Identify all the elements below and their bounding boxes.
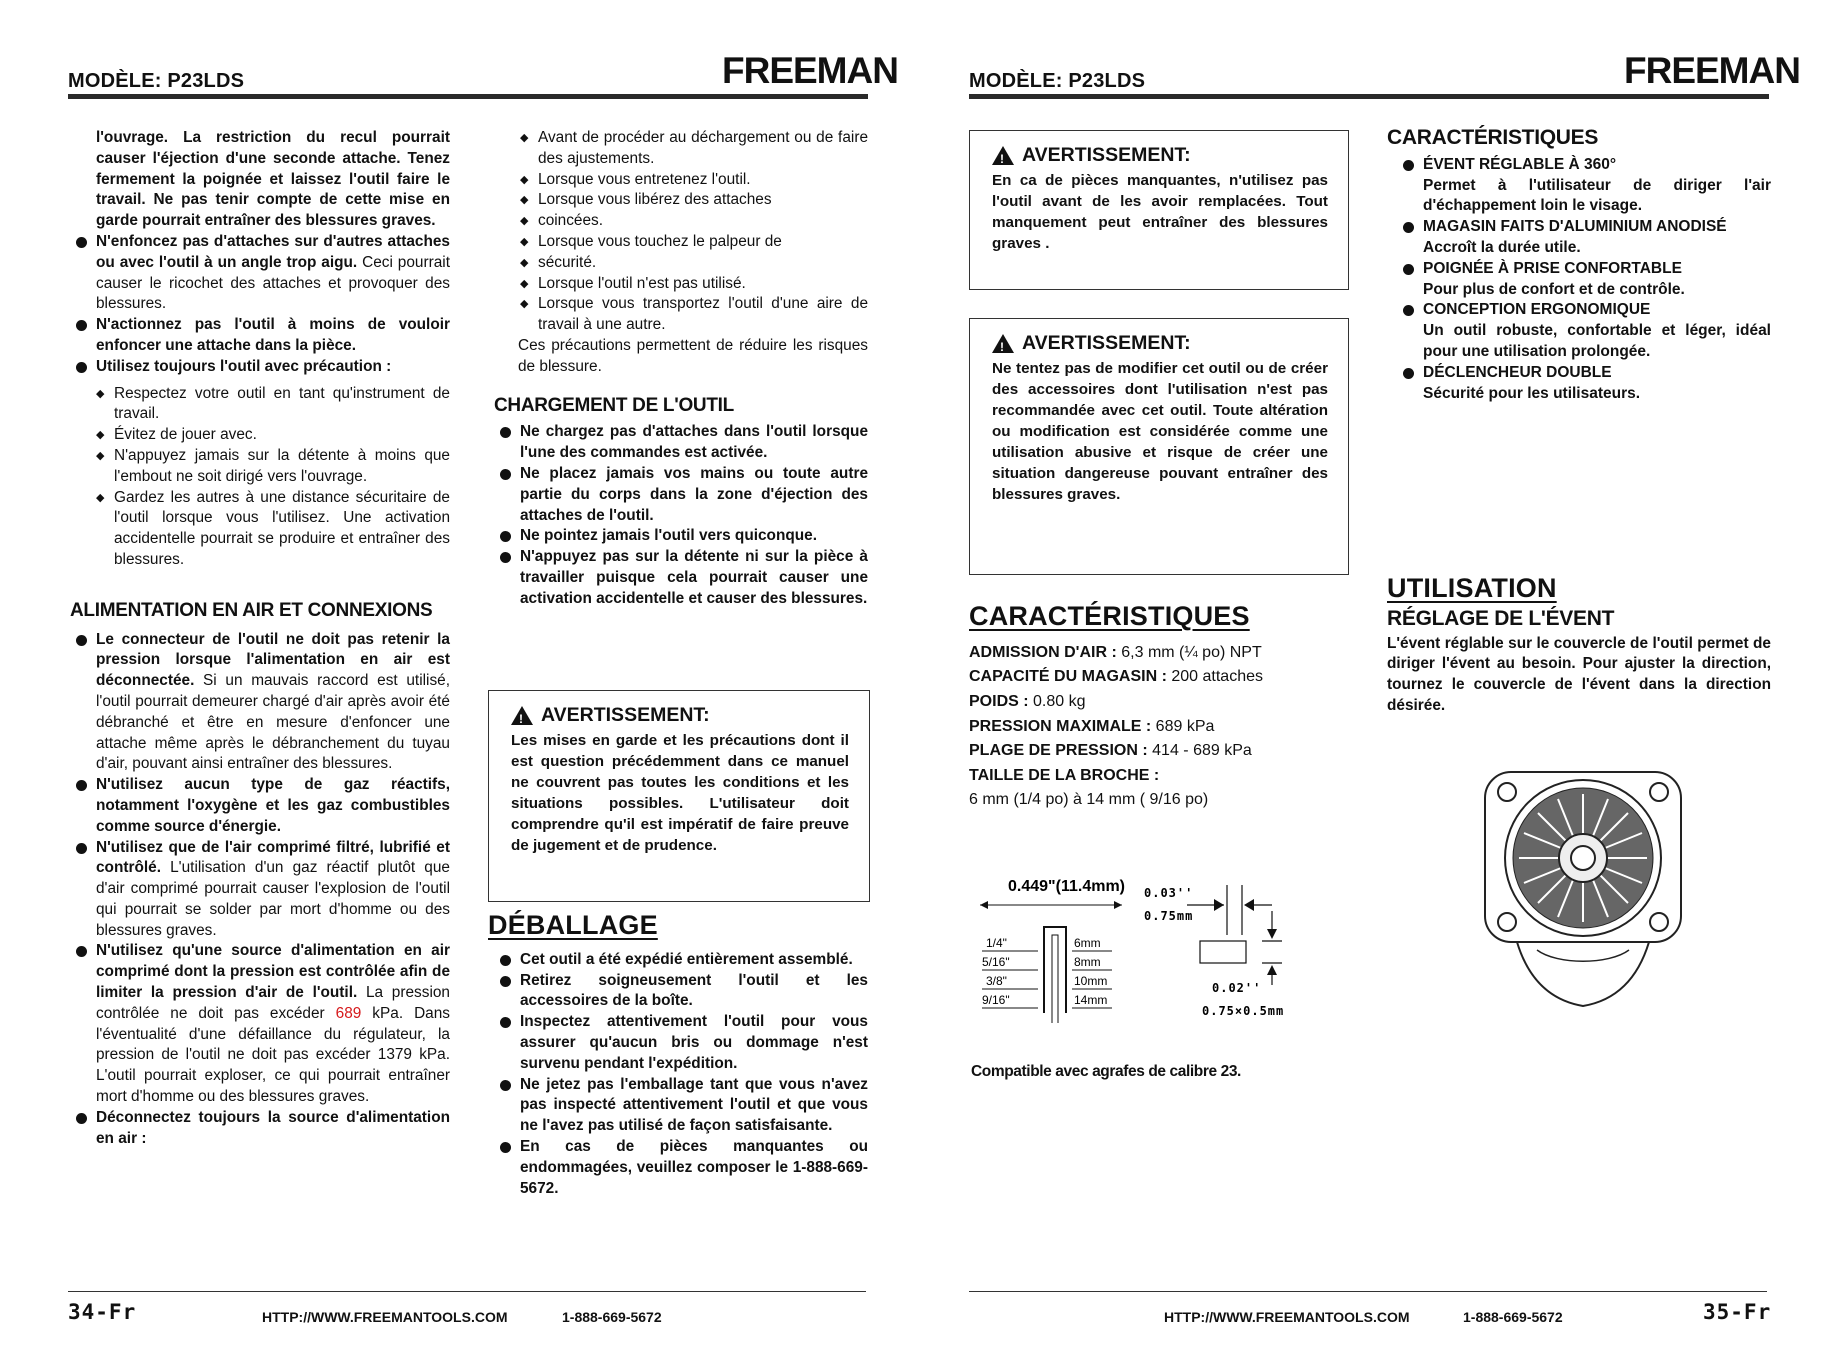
diamond-item: ◆ sécurité.: [518, 253, 868, 274]
feature-desc: Un outil robuste, confortable et léger, idéal pour une utilisation prolongée.: [1423, 322, 1771, 360]
spec-row: PRESSION MAXIMALE : 689 kPa: [969, 717, 1215, 735]
diamond-item: ◆ Lorsque l'outil n'est pas utilisé.: [518, 274, 868, 295]
left-column-1: [70, 128, 450, 1149]
feature-title: ÉVENT RÉGLABLE À 360°: [1397, 155, 1771, 176]
section-heading: CARACTÉRISTIQUES: [969, 601, 1250, 631]
left-column-2: [494, 128, 868, 610]
bullet-item: Utilisez toujours l'outil avec précaution :: [70, 357, 450, 378]
feature-title: DÉCLENCHEUR DOUBLE: [1397, 363, 1771, 384]
header-rule: [969, 94, 1769, 99]
freeman-logo: FREEMAN: [722, 50, 898, 91]
warning-title: AVERTISSEMENT:: [1022, 332, 1191, 354]
feature-title: CONCEPTION ERGONOMIQUE: [1397, 300, 1771, 321]
model-label: MODÈLE: P23LDS: [68, 70, 245, 92]
bullet-item: Ne chargez pas d'attaches dans l'outil lorsque l'une des commandes est activée.: [494, 422, 868, 464]
spec-row: PLAGE DE PRESSION : 414 - 689 kPa: [969, 742, 1252, 760]
section-heading: CARACTÉRISTIQUES: [1387, 126, 1599, 149]
bullet-item: N'enfoncez pas d'attaches sur d'autres attaches ou avec l'outil à un angle trop aigu. Ceci pourrait causer le ricochet des attaches et provoquer des blessures.: [70, 232, 450, 315]
feature-desc: Sécurité pour les utilisateurs.: [1423, 384, 1641, 402]
thickness-label: 0.02'': [1212, 981, 1262, 995]
bullet-item: N'utilisez que de l'air comprimé filtré, lubrifié et contrôlé. L'utilisation d'un gaz réactif plutôt que d'air comprimé pourrait causer l'explosion de l'outil qui pourrait se solder par mort d'homme ou des blessures graves.: [70, 838, 450, 942]
bullet-item: N'actionnez pas l'outil à moins de vouloir enfoncer une attache dans la pièce.: [70, 315, 450, 357]
footer-url: HTTP://WWW.FREEMANTOOLS.COM: [262, 1309, 508, 1325]
freeman-logo: FREEMAN: [1624, 50, 1800, 91]
diamond-item: ◆ Lorsque vous libérez des attaches: [518, 190, 868, 211]
staple-diagram: [972, 865, 1292, 1025]
spec-row: CAPACITÉ DU MAGASIN : 200 attaches: [969, 668, 1263, 686]
diamond-item: ◆ Lorsque vous touchez le palpeur de: [518, 232, 868, 253]
bullet-item: Retirez soigneusement l'outil et les accessoires de la boîte.: [494, 971, 868, 1013]
inch-size: 1/4": [986, 936, 1007, 950]
footer-phone: 1-888-669-5672: [1463, 1309, 1563, 1325]
precaution-text: Ces précautions permettent de réduire les risques de blessure.: [518, 336, 868, 375]
section-heading: CHARGEMENT DE L'OUTIL: [494, 394, 734, 416]
section-heading: ALIMENTATION EN AIR ET CONNEXIONS: [70, 599, 433, 621]
mm-size: 14mm: [1074, 993, 1108, 1007]
inch-size: 5/16": [982, 955, 1010, 969]
staple-width-label: 0.449"(11.4mm): [1008, 878, 1125, 895]
warning-text: Ne tentez pas de modifier cet outil ou de créer des accessoires dont l'utilisation n'est pas recommandée avec cet outil. Toute altération ou modification est considérée comme une utilisation abusive et risque de créer une situation dangereuse pouvant entraîner des blessures graves.: [992, 360, 1328, 503]
warning-icon: [992, 334, 1014, 353]
feature-desc: Permet à l'utilisateur de diriger l'air d'échappement loin le visage.: [1423, 176, 1771, 215]
diamond-item: ◆ Évitez de jouer avec.: [94, 425, 450, 446]
right-page: [917, 0, 1834, 1362]
footer-phone: 1-888-669-5672: [562, 1309, 662, 1325]
specs-section: [969, 601, 1359, 813]
warning-text: En ca de pièces manquantes, n'utilisez pas l'outil avant de les avoir remplacées. Tout manquement peut entraîner des blessures graves .: [992, 172, 1328, 252]
mm-size: 8mm: [1074, 955, 1101, 969]
subsection-heading: RÉGLAGE DE L'ÉVENT: [1387, 606, 1615, 630]
intro-text: l'ouvrage. La restriction du recul pourrait causer l'éjection d'une seconde attache. Tenez fermement la poignée et laissez l'outil faire le travail. Ne pas tenir compte de cette mise en garde pourrait entraîner des blessures graves.: [96, 129, 450, 230]
footer-rule: [68, 1291, 866, 1292]
bullet-item: N'utilisez aucun type de gaz réactifs, notamment l'oxygène et les gaz combustibles comme source d'énergie.: [70, 775, 450, 837]
tool-vent-illustration: [1477, 760, 1697, 1010]
page-number: 35-Fr: [1703, 1300, 1772, 1324]
section-heading: DÉBALLAGE: [488, 910, 658, 940]
warning-box: [969, 130, 1349, 290]
feature-title: POIGNÉE À PRISE CONFORTABLE: [1397, 259, 1771, 280]
warning-text: Les mises en garde et les précautions dont il est question précédemment dans ce manuel ne couvrent pas toutes les conditions et les situations possibles. L'utilisateur doit comprendre qu'il est impératif de faire preuve de jugement et de prudence.: [511, 732, 849, 854]
thickness-label: 0.03'': [1144, 886, 1194, 900]
mm-size: 10mm: [1074, 974, 1108, 988]
section-heading: UTILISATION: [1387, 573, 1557, 603]
bullet-item: Déconnectez toujours la source d'alimentation en air :: [70, 1108, 450, 1150]
model-label: MODÈLE: P23LDS: [969, 70, 1146, 92]
warning-icon: [511, 706, 533, 725]
diamond-item: ◆ Lorsque vous transportez l'outil d'une aire de travail à une autre.: [518, 294, 868, 336]
diamond-item: ◆ Gardez les autres à une distance sécuritaire de l'outil lorsque vous l'utilisez. Une activation accidentelle pourrait se produire et entraîner des blessures.: [94, 488, 450, 571]
features-section: [1387, 124, 1771, 404]
spec-row: 6 mm (1/4 po) à 14 mm ( 9/16 po): [969, 791, 1209, 809]
inch-size: 3/8": [986, 974, 1007, 988]
diamond-item: ◆ coincées.: [518, 211, 868, 232]
bullet-item: Le connecteur de l'outil ne doit pas retenir la pression lorsque l'alimentation en air est déconnectée. Si un mauvais raccord est utilisé, l'outil pourrait demeurer chargé d'air après avoir été débranché et être en mesure d'enfoncer une attache même après le débranchement du tuyau d'air, pouvant ainsi entraîner des blessures.: [70, 630, 450, 776]
header-rule: [68, 94, 868, 99]
bullet-item: Ne placez jamais vos mains ou toute autre partie du corps dans la zone d'éjection des attaches de l'outil.: [494, 464, 868, 526]
warning-icon: [992, 146, 1014, 165]
diamond-item: ◆ Lorsque vous entretenez l'outil.: [518, 170, 868, 191]
feature-desc: Pour plus de confort et de contrôle.: [1423, 280, 1685, 298]
feature-desc: Accroît la durée utile.: [1423, 238, 1581, 256]
diamond-item: ◆ Respectez votre outil en tant qu'instrument de travail.: [94, 384, 450, 426]
compat-note: Compatible avec agrafes de calibre 23.: [971, 1063, 1241, 1080]
page-number: 34-Fr: [68, 1300, 137, 1324]
bullet-item: En cas de pièces manquantes ou endommagées, veuillez composer le 1-888-669-5672.: [494, 1137, 868, 1199]
pressure-value: 689: [335, 1004, 362, 1022]
unpacking-section: [488, 910, 868, 1199]
diamond-item: ◆ Avant de procéder au déchargement ou de faire des ajustements.: [518, 128, 868, 170]
warning-title: AVERTISSEMENT:: [541, 704, 710, 726]
bullet-item: Inspectez attentivement l'outil pour vous assurer qu'aucun bris ou dommage n'est survenu pendant l'expédition.: [494, 1012, 868, 1074]
bullet-item: N'appuyez pas sur la détente ni sur la pièce à travailler puisque cela pourrait causer une activation accidentelle et causer des blessures.: [494, 547, 868, 609]
feature-title: MAGASIN FAITS D'ALUMINIUM ANODISÉ: [1397, 217, 1771, 238]
spec-row: POIDS : 0.80 kg: [969, 692, 1086, 710]
spec-row: ADMISSION D'AIR : 6,3 mm (¼ po) NPT: [969, 643, 1262, 661]
footer-url: HTTP://WWW.FREEMANTOOLS.COM: [1164, 1309, 1410, 1325]
bullet-item: Ne pointez jamais l'outil vers quiconque.: [494, 526, 868, 547]
warning-box: [488, 690, 870, 902]
usage-section: [1387, 573, 1771, 717]
spec-row: TAILLE DE LA BROCHE :: [969, 766, 1160, 784]
warning-title: AVERTISSEMENT:: [1022, 144, 1191, 166]
inch-size: 9/16": [982, 993, 1010, 1007]
bullet-item: Ne jetez pas l'emballage tant que vous n'avez pas inspecté attentivement l'outil et que vous ne l'avez pas utilisé de façon satisfaisante.: [494, 1075, 868, 1137]
bullet-item: Cet outil a été expédié entièrement assemblé.: [494, 950, 868, 971]
mm-size: 6mm: [1074, 936, 1101, 950]
vent-instructions: L'évent réglable sur le couvercle de l'outil permet de diriger l'évent au besoin. Pour ajuster la direction, tournez le couvercle de l'évent dans la direction désirée.: [1387, 634, 1771, 714]
bullet-item: N'utilisez qu'une source d'alimentation en air comprimé dont la pression est contrôlée afin de limiter la pression d'air de l'outil. La pression contrôlée ne doit pas excéder 689 kPa. Dans l'éventualité d'une défaillance du régulateur, la pression de l'outil ne doit pas excéder 1379 kPa. L'outil pourrait exploser, ce qui pourrait entraîner mort d'homme ou des blessures graves.: [70, 941, 450, 1107]
thickness-label: 0.75×0.5mm: [1202, 1004, 1285, 1018]
footer-rule: [969, 1291, 1767, 1292]
warning-box: [969, 318, 1349, 575]
diamond-item: ◆ N'appuyez jamais sur la détente à moins que l'embout ne soit dirigé vers l'ouvrage.: [94, 446, 450, 488]
thickness-label: 0.75mm: [1144, 909, 1194, 923]
